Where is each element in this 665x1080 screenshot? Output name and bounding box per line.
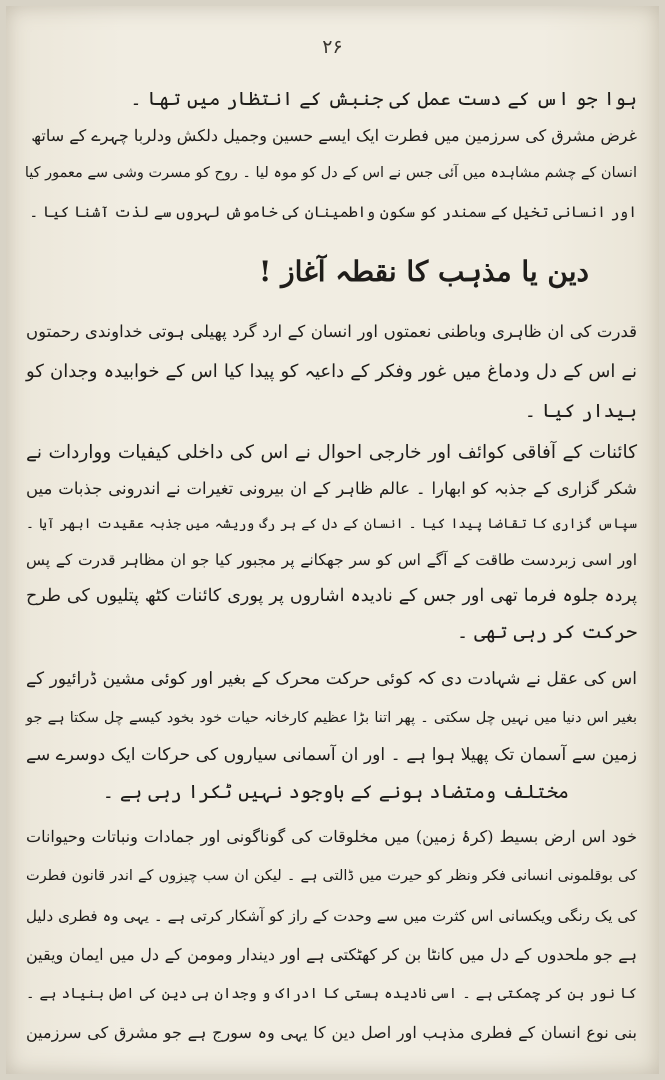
text-line: نے اس کے دل ودماغ میں غور وفکر کے داعیہ کو پیدا کیا اس کے خوابیدہ وجدان کو: [26, 361, 637, 382]
text-line: ہوا جو اس کے دست عمل کی جنبش کے انتظار میں تھا ۔: [130, 88, 637, 110]
text-line: کی یک رنگی ویکسانی اس کثرت میں سے وحدت کے راز کو آشکار کرتی ہے ۔ یہی وہ فطری دلیل: [26, 907, 637, 925]
section-heading: دین یا مذہب کا نقطہ آغاز !: [259, 255, 589, 288]
text-line: ہے جو ملحدوں کے دل میں کانٹا بن کر کھٹکتی ہے اور دیندار ومومن کے دل میں ایمان ویقین: [26, 945, 637, 964]
text-line: زمین سے آسمان تک پھیلا ہوا ہے ۔ اور ان آسمانی سیاروں کی حرکات ایک دوسرے سے: [26, 745, 637, 765]
text-line: شکر گزاری کے جذبہ کو ابھارا ۔ عالم ظاہر کے ان بیرونی تغیرات نے اندرونی جذبات میں: [26, 479, 637, 498]
text-line: غرض مشرق کی سرزمین میں فطرت ایک ایسے حسین وجمیل دلکش ودلربا چہرے کے ساتھ: [31, 126, 637, 145]
text-line: پردہ جلوہ فرما تھی اور جس کے نادیدہ اشاروں پر پوری کائنات کٹھ پتلیوں کی طرح: [26, 586, 637, 606]
text-line: اور اسی زبردست طاقت کے آگے اس کو سر جھکانے پر مجبور کیا جو ان مظاہر قدرت کے پس: [26, 551, 637, 569]
text-line: بغیر اس دنیا میں نہیں چل سکتی ۔ پھر اتنا بڑا عظیم کارخانہ حیات خود بخود کیسے چل سکتا ہے جو: [26, 710, 637, 726]
text-line: بنی نوع انسان کے فطری مذہب اور اصل دین کا یہی وہ سورج ہے جو مشرق کی سرزمین: [26, 1023, 637, 1042]
text-line: خود اس ارض بسیط (کرۂ زمین) میں مخلوقات کی گوناگونی اور جمادات ونباتات وحیوانات: [26, 827, 637, 846]
text-line: حرکت کر رہی تھی ۔: [456, 621, 637, 643]
text-line: اس کی عقل نے شہادت دی کہ کوئی حرکت محرک کے بغیر اور کوئی مشین ڈرائیور کے: [26, 669, 637, 689]
text-line: مختلف ومتضاد ہونے کے باوجود نہیں ٹکرا رہی ہے ۔: [102, 781, 569, 803]
text-line: کی بوقلمونی انسانی فکر ونظر کو حیرت میں ڈالتی ہے ۔ لیکن ان سب چیزوں کے اندر قانون فطرت: [26, 868, 637, 884]
text-line: قدرت کی ان ظاہری وباطنی نعمتوں اور انسان کے ارد گرد پھیلی ہوتی خداوندی رحمتوں: [26, 322, 637, 341]
text-line: کا نور بن کر چمکتی ہے ۔ اسی نادیدہ ہستی کا ادراک و وجدان ہی دین کی اصل بنیاد ہے ۔: [26, 986, 637, 1002]
book-page: [6, 6, 659, 1074]
text-line: کائنات کے آفاقی کوائف اور خارجی احوال نے اس کی داخلی کیفیات وواردات نے: [26, 442, 637, 463]
text-line: انسان کے چشم مشاہدہ میں آئی جس نے اس کے دل کو موہ لیا ۔ روح کو مسرت وشی سے معمور کیا: [24, 165, 637, 181]
text-line: اور انسانی تخیل کے سمندر کو سکون واطمینان کی خاموش لہروں سے لذت آشنا کیا ۔: [29, 203, 637, 221]
text-line: سپاس گزاری کا تقاضا پیدا کیا ۔ انسان کے دل کے ہر رگ وریشہ میں جذبہ عقیدت ابھر آیا ۔: [26, 516, 637, 532]
page-number: ۲۶: [322, 36, 343, 58]
text-line: بیدار کیا ۔: [524, 400, 637, 422]
